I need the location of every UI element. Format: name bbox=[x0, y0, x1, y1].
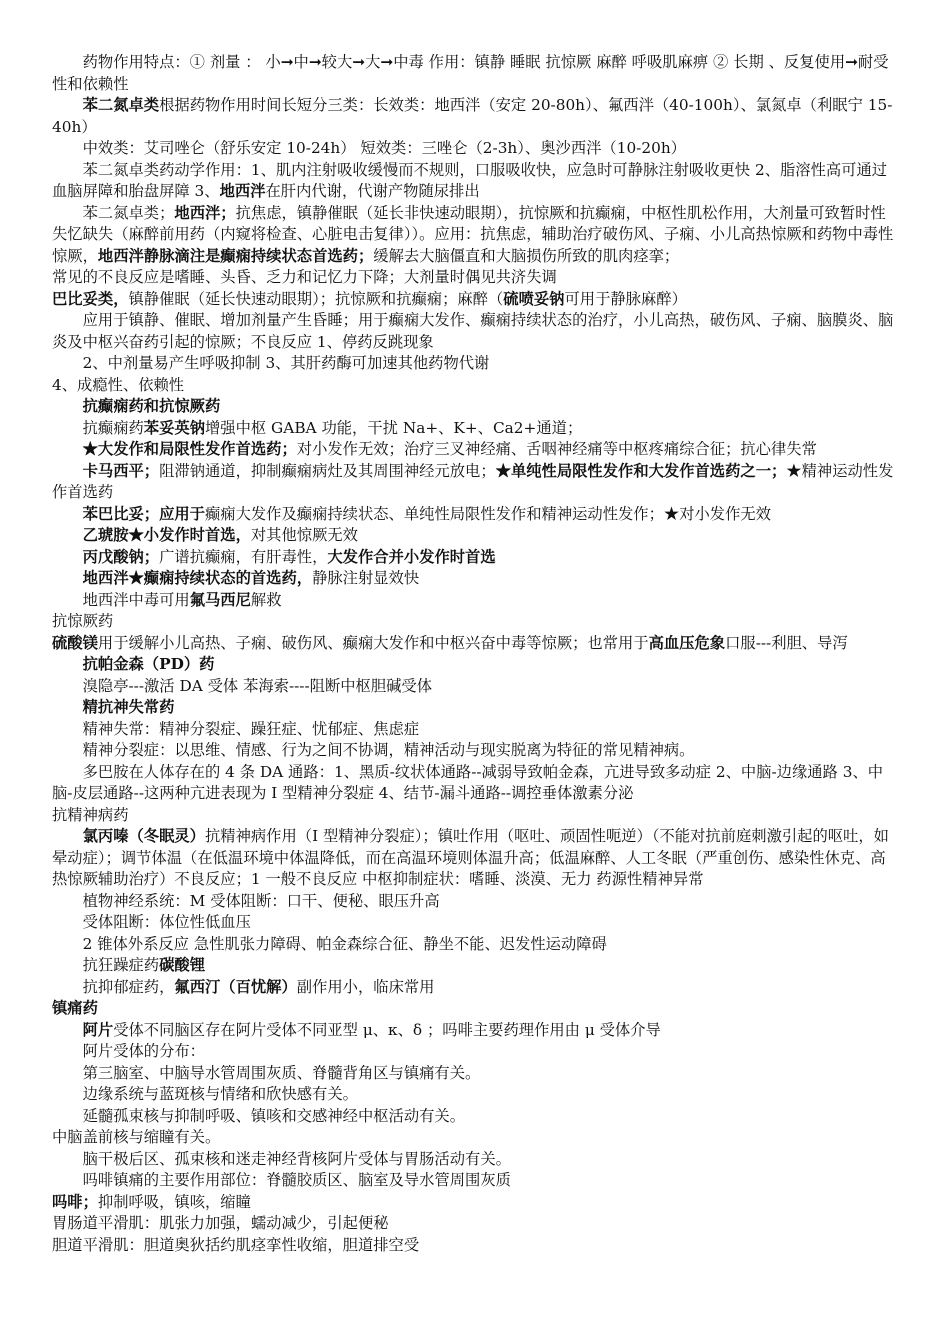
text-run: ★精神运动性发作首选药 bbox=[52, 461, 894, 501]
bold-term: ★单纯性局限性发作和大发作首选药之一； bbox=[495, 461, 787, 480]
text-run: 增强中枢 GABA 功能，干扰 Na+、K+、Ca2+通道； bbox=[205, 418, 583, 437]
text-run: 受体不同脑区存在阿片受体不同亚型 μ、κ、δ ；吗啡主要药理作用由 μ 受体介导 bbox=[113, 1020, 661, 1039]
bold-term: 抗帕金森（PD）药 bbox=[82, 655, 215, 673]
text-run: 抑制呼吸，镇咳，缩瞳 bbox=[97, 1192, 251, 1211]
text-run: 地西泮中毒可用 bbox=[82, 590, 190, 609]
text-line bbox=[52, 418, 900, 440]
bold-term: 精抗神失常药 bbox=[82, 698, 175, 716]
text-line bbox=[52, 891, 900, 913]
text-line bbox=[52, 912, 900, 934]
text-run: 抗精神病药 bbox=[52, 805, 129, 824]
text-line bbox=[52, 1235, 900, 1257]
bold-term: 苯巴比妥；应用于 bbox=[82, 504, 205, 523]
text-run: 边缘系统与蓝斑核与情绪和欣快感有关。 bbox=[82, 1085, 358, 1103]
text-line bbox=[52, 439, 900, 461]
bold-term: 地西泮静脉滴注是癫痫持续状态首选药； bbox=[97, 246, 374, 265]
text-run: 应用于镇静、催眠、增加剂量产生昏睡；用于癫痫大发作、癫痫持续状态的治疗，小儿高热，破伤风、子痫、脑膜炎、脑炎及中枢兴奋药引起的惊厥；不良反应 1、停药反跳现象 bbox=[52, 311, 894, 351]
text-run: 中脑盖前核与缩瞳有关。 bbox=[52, 1128, 221, 1146]
text-run: 抗焦虑，镇静催眠（延长非快速动眼期），抗惊厥和抗癫痫，中枢性肌松作用，大剂量可致暂时性失忆缺失（麻醉前用药（内窥将检查、心脏电击复律））。应用：抗焦虑，辅助治疗破伤风、子痫、小儿高热惊厥和药物中毒性惊厥， bbox=[52, 203, 894, 265]
bold-term: 氟西汀（百忧解） bbox=[174, 977, 297, 996]
text-run: 胃肠道平滑肌：肌张力加强，蠕动减少，引起便秘 bbox=[52, 1214, 389, 1232]
text-run: 精神分裂症：以思维、情感、行为之间不协调，精神活动与现实脱离为特征的常见精神病。 bbox=[82, 741, 695, 759]
text-run: 抗惊厥药 bbox=[52, 612, 114, 630]
text-run: 阿片受体的分布： bbox=[82, 1042, 205, 1060]
text-run: 延髓孤束核与抑制呼吸、镇咳和交感神经中枢活动有关。 bbox=[82, 1106, 466, 1125]
bold-term: 硫酸镁 bbox=[52, 633, 98, 652]
bold-term: 抗癫痫药和抗惊厥药 bbox=[82, 397, 221, 415]
text-line bbox=[52, 1170, 900, 1192]
text-line bbox=[52, 267, 900, 289]
bold-term: 吗啡； bbox=[52, 1192, 98, 1211]
text-line bbox=[52, 525, 900, 547]
text-run: 广谱抗癫痫，有肝毒性， bbox=[159, 547, 328, 566]
text-line bbox=[52, 998, 900, 1020]
text-line bbox=[52, 934, 900, 956]
bold-term: 碳酸锂 bbox=[159, 956, 205, 974]
bold-term: 巴比妥类， bbox=[52, 289, 129, 308]
text-line bbox=[52, 461, 900, 504]
text-line bbox=[52, 977, 900, 999]
text-run: 对小发作无效；治疗三叉神经痛、舌咽神经痛等中枢疼痛综合征；抗心律失常 bbox=[296, 440, 817, 458]
text-line bbox=[52, 805, 900, 827]
bold-term: 苯二氮卓类 bbox=[82, 96, 160, 114]
text-line bbox=[52, 1213, 900, 1235]
text-line bbox=[52, 611, 900, 633]
text-line bbox=[52, 547, 900, 569]
text-line bbox=[52, 719, 900, 741]
bold-term: 丙戊酸钠； bbox=[82, 547, 160, 566]
text-run: 常见的不良反应是嗜睡、头昏、乏力和记忆力下降；大剂量时偶见共济失调 bbox=[52, 268, 557, 286]
bold-term: 地西泮 bbox=[219, 182, 266, 200]
text-run: 2 锥体外系反应 急性肌张力障碍、帕金森综合征、静坐不能、迟发性运动障碍 bbox=[82, 934, 607, 953]
text-run: 药物作用特点：① 剂量 ： 小➞中➞较大➞大➞中毒 作用：镇静 睡眠 抗惊厥 麻醉 呼吸肌麻痹 ② 长期 、反复使用➞耐受性和依赖性 bbox=[52, 53, 889, 93]
text-line bbox=[52, 1106, 900, 1128]
text-line bbox=[52, 826, 900, 891]
bold-term: 大发作合并小发作时首选 bbox=[327, 547, 496, 566]
text-run: 用于缓解小儿高热、子痫、破伤风、癫痫大发作和中枢兴奋中毒等惊厥；也常用于 bbox=[97, 633, 649, 652]
text-run: 苯二氮卓类； bbox=[82, 203, 175, 222]
text-line bbox=[52, 52, 900, 95]
text-run: 第三脑室、中脑导水管周围灰质、脊髓背角区与镇痛有关。 bbox=[82, 1063, 481, 1082]
text-line bbox=[52, 1041, 900, 1063]
text-line bbox=[52, 955, 900, 977]
bold-term: 地西泮； bbox=[174, 203, 236, 222]
text-run: 镇静催眠（延长快速动眼期）；抗惊厥和抗癫痫；麻醉（ bbox=[128, 289, 504, 308]
text-run: 溴隐亭---激活 DA 受体 苯海索----阻断中枢胆碱受体 bbox=[82, 676, 433, 695]
text-run: 癫痫大发作及癫痫持续状态、单纯性局限性发作和精神运动性发作；★对小发作无效 bbox=[204, 504, 771, 523]
text-run: 在肝内代谢，代谢产物随尿排出 bbox=[265, 182, 480, 200]
text-line bbox=[52, 676, 900, 698]
text-line bbox=[52, 568, 900, 590]
text-run: 抗抑郁症药， bbox=[82, 977, 175, 996]
text-run: 苯二氮卓类药动学作用：1、肌内注射吸收缓慢而不规则，口服吸收快，应急时可静脉注射吸收更快 2、脂溶性高可通过血脑屏障和胎盘屏障 3、 bbox=[52, 160, 888, 200]
text-line bbox=[52, 1063, 900, 1085]
text-line bbox=[52, 504, 900, 526]
text-run: 阻滞钠通道，抑制癫痫病灶及其周围神经元放电； bbox=[159, 461, 496, 480]
text-run: 吗啡镇痛的主要作用部位：脊髓胶质区、脑室及导水管周围灰质 bbox=[82, 1171, 511, 1189]
text-run: 对其他惊厥无效 bbox=[250, 526, 358, 544]
text-run: 副作用小，临床常用 bbox=[296, 977, 435, 996]
bold-term: 硫喷妥钠 bbox=[503, 289, 565, 308]
text-run: 中效类：艾司唑仑（舒乐安定 10-24h） 短效类：三唑仑（2-3h）、奥沙西泮（10-20h） bbox=[82, 139, 686, 157]
text-line bbox=[52, 1127, 900, 1149]
text-line bbox=[52, 160, 900, 203]
text-run: 静脉注射显效快 bbox=[312, 569, 420, 587]
text-run: 抗狂躁症药 bbox=[82, 956, 160, 974]
text-run: 口服---利胆、导泻 bbox=[725, 633, 848, 652]
text-run: 胆道平滑肌：胆道奥狄括约肌痉挛性收缩，胆道排空受 bbox=[52, 1235, 420, 1254]
text-line bbox=[52, 353, 900, 375]
text-run: 脑干极后区、孤束核和迷走神经背核阿片受体与胃肠活动有关。 bbox=[82, 1149, 511, 1168]
text-line bbox=[52, 138, 900, 160]
bold-term: 高血压危象 bbox=[648, 633, 726, 652]
bold-term: ★大发作和局限性发作首选药； bbox=[82, 440, 297, 458]
text-line bbox=[52, 1084, 900, 1106]
text-run: 植物神经系统：M 受体阻断：口干、便秘、眼压升高 bbox=[82, 891, 440, 910]
text-run: 精神失常：精神分裂症、躁狂症、忧郁症、焦虑症 bbox=[82, 719, 420, 738]
text-run: 受体阻断：体位性低血压 bbox=[82, 913, 251, 931]
text-line bbox=[52, 203, 900, 268]
text-run: 缓解去大脑僵直和大脑损伤所致的肌肉痉挛； bbox=[373, 246, 680, 265]
text-line bbox=[52, 590, 900, 612]
text-line bbox=[52, 95, 900, 138]
text-run: 4、成瘾性、依赖性 bbox=[52, 375, 185, 394]
text-run: 可用于静脉麻醉） bbox=[564, 289, 687, 308]
bold-term: 卡马西平； bbox=[82, 461, 160, 480]
text-line bbox=[52, 633, 900, 655]
bold-term: 氯丙嗪（冬眠灵） bbox=[82, 827, 205, 845]
text-run: 2、中剂量易产生呼吸抑制 3、其肝药酶可加速其他药物代谢 bbox=[82, 354, 490, 372]
bold-term: 氟马西尼 bbox=[189, 590, 251, 609]
bold-term: 乙琥胺★小发作时首选， bbox=[82, 526, 251, 544]
text-line bbox=[52, 1192, 900, 1214]
text-run: 多巴胺在人体存在的 4 条 DA 通路：1、黑质-纹状体通路--减弱导致帕金森，亢进导致多动症 2、中脑-边缘通路 3、中脑-皮层通路--这两种亢进表现为 I 型精神分裂症 4、结节-漏斗通路--调控垂体激素分泌 bbox=[52, 762, 884, 802]
text-line bbox=[52, 762, 900, 805]
text-line bbox=[52, 654, 900, 676]
text-run: 解救 bbox=[250, 590, 282, 609]
text-run: 根据药物作用时间长短分三类：长效类：地西泮（安定 20-80h）、氟西泮（40-100h）、氯氮卓（利眠宁 15-40h） bbox=[52, 96, 893, 136]
text-line bbox=[52, 740, 900, 762]
text-line bbox=[52, 1149, 900, 1171]
text-line bbox=[52, 310, 900, 353]
text-run: 抗精神病作用（I 型精神分裂症）；镇吐作用（呕吐、顽固性呃逆）（不能对抗前庭刺激引起的呕吐，如晕动症）；调节体温（在低温环境中体温降低，而在高温环境则体温升高；低温麻醉、人工冬眠（严重创伤、感染性休克、高热惊厥辅助治疗）不良反应；1 一般不良反应 中枢抑制症状：嗜睡、淡漠、无力 药源性精神异常 bbox=[52, 827, 889, 888]
text-run: 抗癫痫药 bbox=[82, 418, 144, 437]
text-line bbox=[52, 375, 900, 397]
text-line bbox=[52, 1020, 900, 1042]
text-line bbox=[52, 396, 900, 418]
bold-term: 地西泮★癫痫持续状态的首选药， bbox=[82, 569, 313, 587]
bold-term: 阿片 bbox=[82, 1020, 114, 1039]
bold-term: 镇痛药 bbox=[52, 999, 98, 1017]
text-line bbox=[52, 289, 900, 311]
text-line bbox=[52, 697, 900, 719]
bold-term: 苯妥英钠 bbox=[143, 418, 205, 437]
